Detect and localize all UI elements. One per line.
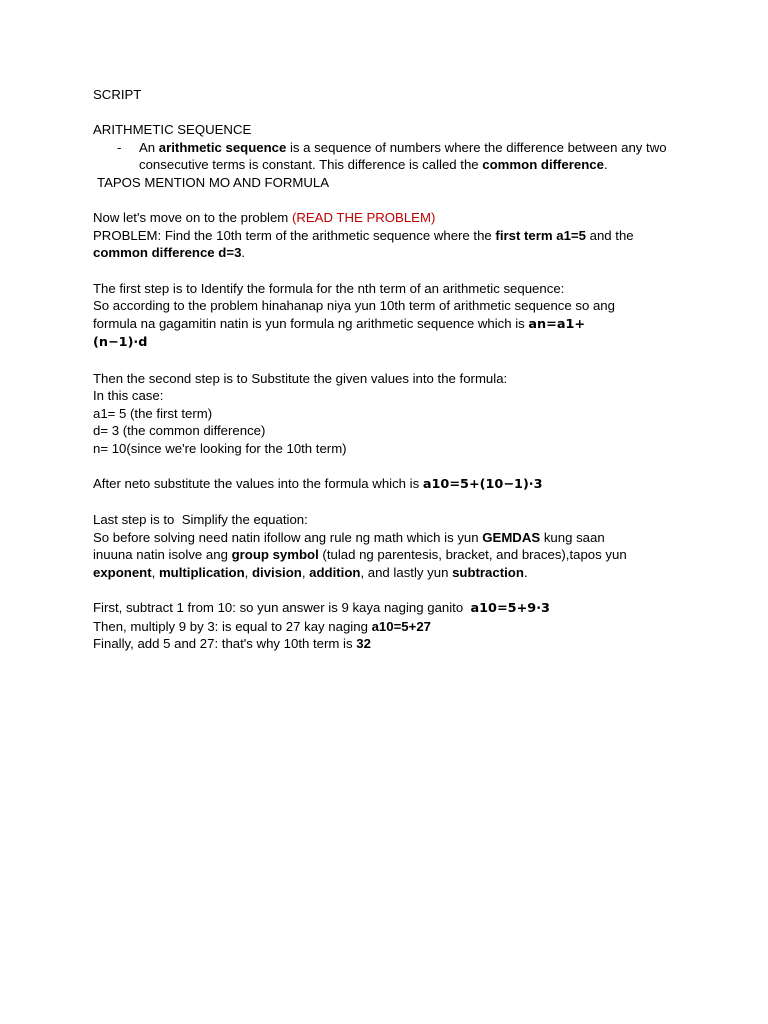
substitute-line: After neto substitute the values into the formula which is a10=5+(10−1)⋅3 bbox=[93, 476, 543, 493]
section-heading: ARITHMETIC SEQUENCE bbox=[93, 122, 252, 138]
move-on-line: Now let's move on to the problem (READ THE PROBLEM) bbox=[93, 210, 436, 226]
problem-line-1: PROBLEM: Find the 10th term of the arithmetic sequence where the first term a1=5 and the bbox=[93, 227, 634, 243]
step2-line-2: In this case: bbox=[93, 388, 164, 404]
blank-line bbox=[93, 262, 693, 280]
formula-an-part2: (n−1)⋅d bbox=[93, 335, 148, 351]
given-a1: a1= 5 (the first term) bbox=[93, 405, 213, 421]
common-difference-bold: common difference d=3 bbox=[93, 245, 242, 261]
exponent-bold: exponent bbox=[93, 565, 152, 581]
term-common-difference: common difference bbox=[482, 157, 604, 173]
blank-line bbox=[93, 192, 693, 210]
read-problem-note: (READ THE PROBLEM) bbox=[291, 210, 436, 226]
definition-text: An arithmetic sequence is a sequence of numbers where the difference between any two consecutive terms is constant. This difference is called the common difference. bbox=[139, 139, 667, 173]
multiplication-bold: multiplication bbox=[158, 565, 245, 581]
formula-a10-substituted: a10=5+(10−1)⋅3 bbox=[422, 477, 543, 493]
step2-line-1: Then the second step is to Substitute the given values into the formula: bbox=[93, 370, 508, 386]
document-body bbox=[93, 86, 693, 653]
gemdas-bold: GEMDAS bbox=[482, 529, 541, 545]
final-line-1: First, subtract 1 from 10: so yun answer is 9 kaya naging ganito a10=5+9⋅3 bbox=[93, 600, 550, 617]
blank-line bbox=[93, 352, 693, 370]
term-arithmetic-sequence: arithmetic sequence bbox=[158, 139, 287, 155]
addition-bold: addition bbox=[309, 565, 361, 581]
division-bold: division bbox=[252, 565, 302, 581]
given-d: d= 3 (the common difference) bbox=[93, 423, 266, 439]
definition-bullet bbox=[93, 139, 693, 174]
problem-line-2: common difference d=3. bbox=[93, 245, 246, 261]
blank-line bbox=[93, 457, 693, 475]
step3-line-3: inuuna natin isolve ang group symbol (tulad ng parentesis, bracket, and braces),tapos yun bbox=[93, 547, 627, 563]
step3-line-1: Last step is to Simplify the equation: bbox=[93, 512, 308, 528]
blank-line bbox=[93, 582, 693, 600]
step3-line-2: So before solving need natin ifollow ang rule ng math which is yun GEMDAS kung saan bbox=[93, 529, 605, 545]
final-line-2: Then, multiply 9 by 3: is equal to 27 kay naging a10=5+27 bbox=[93, 618, 431, 634]
step1-line-1: The first step is to Identify the formula for the nth term of an arithmetic sequence: bbox=[93, 280, 565, 296]
given-n: n= 10(since we're looking for the 10th term) bbox=[93, 440, 347, 456]
final-answer: 32 bbox=[356, 636, 371, 652]
step1-line-4 bbox=[93, 333, 693, 352]
step1-line-2: So according to the problem hinahanap niya yun 10th term of arithmetic sequence so ang bbox=[93, 298, 615, 314]
formula-an-part1: an=a1+ bbox=[528, 316, 586, 332]
group-symbol-bold: group symbol bbox=[231, 547, 319, 563]
formula-a10-step1: a10=5+9⋅3 bbox=[470, 601, 550, 617]
subtraction-bold: subtraction bbox=[452, 565, 524, 581]
first-term-bold: first term a1=5 bbox=[495, 227, 586, 243]
script-title: SCRIPT bbox=[93, 87, 142, 102]
tapos-line: TAPOS MENTION MO AND FORMULA bbox=[97, 174, 330, 190]
blank-line bbox=[93, 104, 693, 122]
blank-line bbox=[93, 494, 693, 512]
step1-line-3: formula na gagamitin natin is yun formula ng arithmetic sequence which is an=a1+ bbox=[93, 315, 586, 332]
formula-a10-step2: a10=5+27 bbox=[371, 618, 431, 634]
bullet-dash: - bbox=[117, 139, 122, 155]
step3-line-4: exponent, multiplication, division, addition, and lastly yun subtraction. bbox=[93, 565, 528, 581]
final-line-3: Finally, add 5 and 27: that's why 10th term is 32 bbox=[93, 636, 371, 652]
